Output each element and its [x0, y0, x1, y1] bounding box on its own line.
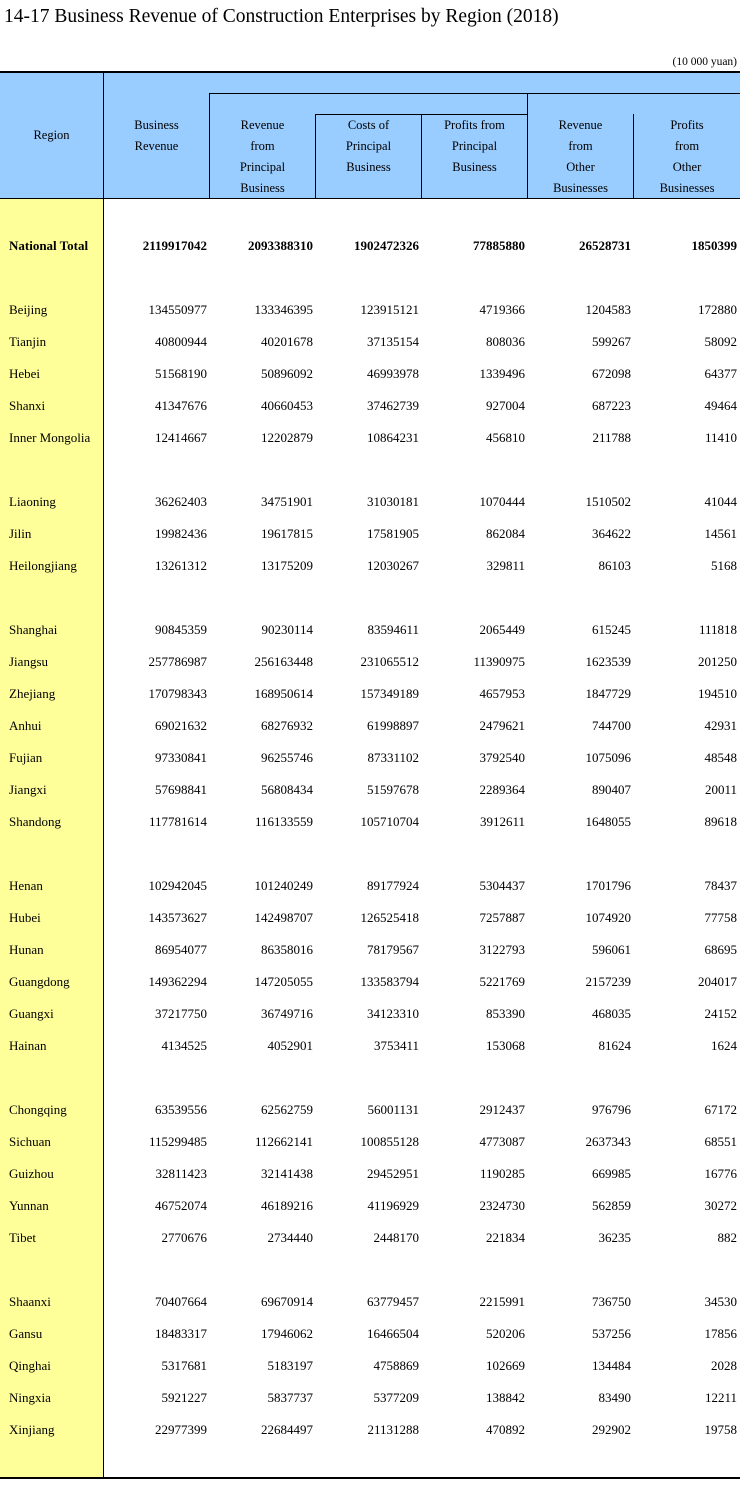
- table-cell: 231065512: [360, 654, 419, 669]
- table-cell: 201250: [698, 654, 737, 669]
- header-text-line: Principal: [239, 160, 286, 174]
- table-cell: 86358016: [261, 942, 313, 957]
- table-cell: 329811: [486, 558, 525, 573]
- table-cell: 204017: [698, 974, 737, 989]
- table-cell: 42931: [704, 718, 737, 733]
- table-row: [0, 302, 740, 322]
- region-name: Gansu: [9, 1326, 43, 1341]
- table-row: [0, 974, 740, 994]
- header-text-line: Business: [346, 160, 391, 174]
- table-cell: 138842: [486, 1390, 525, 1405]
- table-cell: 12211: [704, 1390, 737, 1405]
- region-name: Guangdong: [9, 974, 70, 989]
- table-cell: 57698841: [155, 782, 207, 797]
- table-cell: 194510: [698, 686, 737, 701]
- table-cell: 56808434: [261, 782, 313, 797]
- table-cell: 69021632: [155, 718, 207, 733]
- table-cell: 19617815: [261, 526, 313, 541]
- table-cell: 134484: [592, 1358, 631, 1373]
- table-cell: 1339496: [479, 366, 525, 381]
- table-cell: 3122793: [479, 942, 525, 957]
- table-cell: 31030181: [367, 494, 419, 509]
- table-cell: 862084: [486, 526, 525, 541]
- table-cell: 86103: [598, 558, 631, 573]
- table-cell: 83490: [598, 1390, 631, 1405]
- table-cell: 562859: [592, 1198, 631, 1213]
- table-row: [0, 1134, 740, 1154]
- table-cell: 168950614: [254, 686, 313, 701]
- table-cell: 40201678: [261, 334, 313, 349]
- region-name: Tibet: [9, 1230, 36, 1245]
- table-cell: 50896092: [261, 366, 313, 381]
- table-bottom-rule: [0, 1477, 740, 1479]
- table-row: [0, 1102, 740, 1122]
- table-cell: 1623539: [585, 654, 631, 669]
- table-cell: 90230114: [261, 622, 313, 637]
- table-cell: 13175209: [261, 558, 313, 573]
- header-text-line: from: [674, 139, 700, 153]
- region-name: Liaoning: [9, 494, 56, 509]
- table-row: [0, 1198, 740, 1218]
- table-cell: 5377209: [373, 1390, 419, 1405]
- table-cell: 19982436: [155, 526, 207, 541]
- table-cell: 19758: [704, 1422, 737, 1437]
- table-cell: 687223: [592, 398, 631, 413]
- region-name: Chongqing: [9, 1102, 67, 1117]
- table-cell: 133346395: [254, 302, 313, 317]
- table-cell: 133583794: [360, 974, 419, 989]
- table-cell: 5317681: [161, 1358, 207, 1373]
- region-name: Yunnan: [9, 1198, 49, 1213]
- table-row: [0, 910, 740, 930]
- table-cell: 11390975: [473, 654, 525, 669]
- table-cell: 143573627: [148, 910, 207, 925]
- table-cell: 123915121: [360, 302, 419, 317]
- table-cell: 1204583: [585, 302, 631, 317]
- table-cell: 41347676: [155, 398, 207, 413]
- table-cell: 13261312: [155, 558, 207, 573]
- table-cell: 49464: [704, 398, 737, 413]
- region-name: Fujian: [9, 750, 43, 765]
- table-cell: 172880: [698, 302, 737, 317]
- table-cell: 10864231: [367, 430, 419, 445]
- table-cell: 81624: [598, 1038, 631, 1053]
- header-text-line: Revenue: [558, 118, 603, 132]
- header-text-line: Other: [566, 160, 595, 174]
- table-cell: 105710704: [360, 814, 419, 829]
- table-cell: 149362294: [148, 974, 207, 989]
- table-cell: 736750: [592, 1294, 631, 1309]
- table-cell: 170798343: [148, 686, 207, 701]
- table-cell: 1902472326: [354, 238, 419, 253]
- table-row: [0, 622, 740, 642]
- table-cell: 56001131: [367, 1102, 419, 1117]
- table-cell: 672098: [592, 366, 631, 381]
- table-cell: 2734440: [267, 1230, 313, 1245]
- table-cell: 142498707: [254, 910, 313, 925]
- table-cell: 1850399: [691, 238, 737, 253]
- table-cell: 364622: [592, 526, 631, 541]
- table-cell: 17856: [704, 1326, 737, 1341]
- table-cell: 4657953: [479, 686, 525, 701]
- header-text-line: Principal: [451, 139, 498, 153]
- table-cell: 58092: [704, 334, 737, 349]
- region-name: Jiangsu: [9, 654, 48, 669]
- table-cell: 927004: [486, 398, 525, 413]
- region-name: Shanghai: [9, 622, 58, 637]
- header-text-line: Profits from: [444, 118, 505, 132]
- table-cell: 1074920: [585, 910, 631, 925]
- table-cell: 147205055: [254, 974, 313, 989]
- table-cell: 89177924: [367, 878, 419, 893]
- table-cell: 62562759: [261, 1102, 313, 1117]
- header-text-line: Businesses: [659, 181, 715, 195]
- table-cell: 32811423: [155, 1166, 207, 1181]
- table-cell: 117781614: [148, 814, 207, 829]
- table-cell: 2479621: [479, 718, 525, 733]
- table-cell: 292902: [592, 1422, 631, 1437]
- table-cell: 37217750: [155, 1006, 207, 1021]
- table-cell: 40660453: [261, 398, 313, 413]
- table-row: [0, 1166, 740, 1186]
- table-row: [0, 750, 740, 770]
- table-row: [0, 494, 740, 514]
- header-profits-principal: [422, 115, 527, 178]
- page-title: 14-17 Business Revenue of Construction Enterprises by Region (2018): [4, 6, 559, 27]
- table-cell: 2065449: [479, 622, 525, 637]
- table-cell: 744700: [592, 718, 631, 733]
- table-cell: 30272: [704, 1198, 737, 1213]
- table-cell: 116133559: [254, 814, 313, 829]
- table-cell: 1701796: [585, 878, 631, 893]
- table-row: [0, 1422, 740, 1442]
- table-cell: 1847729: [585, 686, 631, 701]
- table-row: [0, 1326, 740, 1346]
- table-cell: 4773087: [479, 1134, 525, 1149]
- table-cell: 14561: [704, 526, 737, 541]
- region-name: National Total: [9, 238, 89, 253]
- table-cell: 615245: [592, 622, 631, 637]
- header-text-line: Revenue: [240, 118, 285, 132]
- header-text-line: Principal: [345, 139, 392, 153]
- table-cell: 21131288: [367, 1422, 419, 1437]
- table-row: [0, 1358, 740, 1378]
- table-cell: 456810: [486, 430, 525, 445]
- table-cell: 537256: [592, 1326, 631, 1341]
- table-cell: 78179567: [367, 942, 419, 957]
- unit-label: (10 000 yuan): [672, 56, 737, 68]
- header-text-line: Region: [33, 128, 70, 142]
- table-cell: 596061: [592, 942, 631, 957]
- table-cell: 24152: [704, 1006, 737, 1021]
- table-cell: 40800944: [155, 334, 207, 349]
- table-cell: 4134525: [161, 1038, 207, 1053]
- table-row: [0, 718, 740, 738]
- table-cell: 68695: [704, 942, 737, 957]
- header-text-line: Other: [672, 160, 702, 174]
- table-row: [0, 1390, 740, 1410]
- table-cell: 77758: [704, 910, 737, 925]
- region-name: Beijing: [9, 302, 48, 317]
- table-cell: 2324730: [479, 1198, 525, 1213]
- table-cell: 257786987: [148, 654, 207, 669]
- table-cell: 34530: [704, 1294, 737, 1309]
- table-cell: 26528731: [579, 238, 631, 253]
- table-cell: 157349189: [360, 686, 419, 701]
- table-row: [0, 1006, 740, 1026]
- table-cell: 69670914: [261, 1294, 313, 1309]
- region-column-background: [0, 199, 104, 1478]
- table-cell: 41044: [704, 494, 737, 509]
- table-cell: 4758869: [373, 1358, 419, 1373]
- table-cell: 5221769: [479, 974, 525, 989]
- table-cell: 221834: [486, 1230, 525, 1245]
- region-name: Sichuan: [9, 1134, 51, 1149]
- table-cell: 520206: [486, 1326, 525, 1341]
- table-cell: 2448170: [373, 1230, 419, 1245]
- table-cell: 89618: [704, 814, 737, 829]
- table-cell: 115299485: [148, 1134, 207, 1149]
- table-cell: 16776: [704, 1166, 737, 1181]
- table-cell: 90845359: [155, 622, 207, 637]
- region-name: Shandong: [9, 814, 61, 829]
- table-cell: 67172: [704, 1102, 737, 1117]
- table-cell: 890407: [592, 782, 631, 797]
- table-row: [0, 782, 740, 802]
- table-cell: 17581905: [367, 526, 419, 541]
- header-group-rule: [209, 93, 527, 94]
- table-cell: 22684497: [261, 1422, 313, 1437]
- table-cell: 48548: [704, 750, 737, 765]
- table-row: [0, 526, 740, 546]
- header-text-line: Revenue: [134, 139, 179, 153]
- table-cell: 3792540: [479, 750, 525, 765]
- region-name: Hubei: [9, 910, 41, 925]
- table-cell: 1624: [711, 1038, 737, 1053]
- region-name: Tianjin: [9, 334, 47, 349]
- header-text-line: from: [568, 139, 593, 153]
- table-cell: 32141438: [261, 1166, 313, 1181]
- table-cell: 20011: [704, 782, 737, 797]
- table-cell: 36262403: [155, 494, 207, 509]
- table-cell: 2289364: [479, 782, 525, 797]
- header-text-line: Business: [134, 118, 179, 132]
- table-cell: 853390: [486, 1006, 525, 1021]
- table-cell: 86954077: [155, 942, 207, 957]
- table-cell: 63779457: [367, 1294, 419, 1309]
- table-cell: 37135154: [367, 334, 419, 349]
- table-cell: 29452951: [367, 1166, 419, 1181]
- table-cell: 64377: [704, 366, 737, 381]
- region-name: Anhui: [9, 718, 42, 733]
- table-row: [0, 878, 740, 898]
- table-cell: 2157239: [585, 974, 631, 989]
- header-costs-principal: [316, 115, 421, 178]
- table-cell: 41196929: [367, 1198, 419, 1213]
- region-name: Shaanxi: [9, 1294, 51, 1309]
- table-cell: 976796: [592, 1102, 631, 1117]
- table-cell: 83594611: [367, 622, 419, 637]
- table-cell: 22977399: [155, 1422, 207, 1437]
- table-cell: 882: [717, 1230, 737, 1245]
- table-cell: 1190285: [479, 1166, 525, 1181]
- table-cell: 16466504: [367, 1326, 419, 1341]
- table-cell: 34751901: [261, 494, 313, 509]
- region-name: Guangxi: [9, 1006, 54, 1021]
- table-cell: 97330841: [155, 750, 207, 765]
- table-cell: 5168: [711, 558, 737, 573]
- table-cell: 46752074: [155, 1198, 207, 1213]
- table-cell: 51597678: [367, 782, 419, 797]
- header-profits-other: [634, 115, 740, 199]
- table-cell: 87331102: [367, 750, 419, 765]
- table-cell: 63539556: [155, 1102, 207, 1117]
- header-text-line: Profits: [670, 118, 704, 132]
- table-cell: 153068: [486, 1038, 525, 1053]
- table-cell: 599267: [592, 334, 631, 349]
- header-revenue-other: [528, 115, 633, 199]
- table-row: [0, 1294, 740, 1314]
- table-cell: 1648055: [585, 814, 631, 829]
- table-cell: 2119917042: [142, 238, 207, 253]
- region-name: Shanxi: [9, 398, 46, 413]
- header-text-line: Business: [452, 160, 497, 174]
- table-cell: 3753411: [373, 1038, 419, 1053]
- region-name: Jiangxi: [9, 782, 47, 797]
- header-group-rule-right: [527, 93, 740, 94]
- table-cell: 11410: [704, 430, 737, 445]
- table-cell: 34123310: [367, 1006, 419, 1021]
- table-cell: 37462739: [367, 398, 419, 413]
- table-cell: 256163448: [254, 654, 313, 669]
- region-name: Hebei: [9, 366, 41, 381]
- table-row: [0, 398, 740, 418]
- table-cell: 126525418: [360, 910, 419, 925]
- header-text-line: Businesses: [553, 181, 608, 195]
- table-row: [0, 430, 740, 450]
- table-cell: 5304437: [479, 878, 525, 893]
- table-row: [0, 558, 740, 578]
- table-cell: 46993978: [367, 366, 419, 381]
- region-name: Qinghai: [9, 1358, 51, 1373]
- table-cell: 5183197: [267, 1358, 313, 1373]
- table-cell: 46189216: [261, 1198, 313, 1213]
- table-cell: 2770676: [161, 1230, 207, 1245]
- table-cell: 100855128: [360, 1134, 419, 1149]
- table-top-rule: [0, 71, 740, 73]
- table-cell: 5921227: [161, 1390, 207, 1405]
- table-cell: 102942045: [148, 878, 207, 893]
- table-cell: 2637343: [585, 1134, 631, 1149]
- region-name: Inner Mongolia: [9, 430, 91, 445]
- header-text-line: Costs of: [347, 118, 390, 132]
- table-cell: 36749716: [261, 1006, 313, 1021]
- table-cell: 12414667: [155, 430, 207, 445]
- table-row: [0, 942, 740, 962]
- table-cell: 101240249: [254, 878, 313, 893]
- table-row: [0, 1230, 740, 1250]
- table-cell: 96255746: [261, 750, 313, 765]
- table-cell: 68276932: [261, 718, 313, 733]
- table-cell: 4719366: [479, 302, 525, 317]
- table-cell: 102669: [486, 1358, 525, 1373]
- region-name: Hunan: [9, 942, 44, 957]
- table-cell: 12202879: [261, 430, 313, 445]
- table-cell: 111818: [698, 622, 737, 637]
- table-cell: 468035: [592, 1006, 631, 1021]
- region-name: Ningxia: [9, 1390, 51, 1405]
- table-cell: 2912437: [479, 1102, 525, 1117]
- table-cell: 5837737: [267, 1390, 313, 1405]
- table-cell: 12030267: [367, 558, 419, 573]
- region-name: Guizhou: [9, 1166, 54, 1181]
- table-cell: 669985: [592, 1166, 631, 1181]
- table-cell: 2215991: [479, 1294, 525, 1309]
- table-cell: 2093388310: [248, 238, 313, 253]
- table-row: [0, 814, 740, 834]
- table-cell: 61998897: [367, 718, 419, 733]
- header-business-revenue: [104, 115, 209, 157]
- table-cell: 470892: [486, 1422, 525, 1437]
- table-cell: 78437: [704, 878, 737, 893]
- region-name: Heilongjiang: [9, 558, 77, 573]
- table-cell: 51568190: [155, 366, 207, 381]
- header-text-line: from: [250, 139, 275, 153]
- region-column-divider: [103, 73, 104, 1477]
- table-row: [0, 366, 740, 386]
- table-cell: 808036: [486, 334, 525, 349]
- table-cell: 1070444: [479, 494, 525, 509]
- table-cell: 2028: [711, 1358, 737, 1373]
- table-cell: 211788: [592, 430, 631, 445]
- table-cell: 112662141: [254, 1134, 313, 1149]
- table-row: [0, 334, 740, 354]
- table-cell: 17946062: [261, 1326, 313, 1341]
- table-cell: 77885880: [473, 238, 525, 253]
- table-row: [0, 686, 740, 706]
- table-cell: 4052901: [267, 1038, 313, 1053]
- table-cell: 134550977: [148, 302, 207, 317]
- region-name: Zhejiang: [9, 686, 56, 701]
- table-row: [0, 654, 740, 674]
- table-cell: 1075096: [585, 750, 631, 765]
- table-cell: 68551: [704, 1134, 737, 1149]
- region-name: Xinjiang: [9, 1422, 55, 1437]
- table-cell: 1510502: [585, 494, 631, 509]
- table-cell: 18483317: [155, 1326, 207, 1341]
- region-name: Jilin: [9, 526, 32, 541]
- header-revenue-principal: [210, 115, 315, 199]
- header-text-line: Business: [240, 181, 285, 195]
- table-cell: 70407664: [155, 1294, 207, 1309]
- table-cell: 7257887: [479, 910, 525, 925]
- region-name: Henan: [9, 878, 43, 893]
- national-total-row: [0, 238, 740, 258]
- header-region: [0, 125, 103, 146]
- region-name: Hainan: [9, 1038, 47, 1053]
- table-row: [0, 1038, 740, 1058]
- table-cell: 36235: [598, 1230, 631, 1245]
- table-cell: 3912611: [479, 814, 525, 829]
